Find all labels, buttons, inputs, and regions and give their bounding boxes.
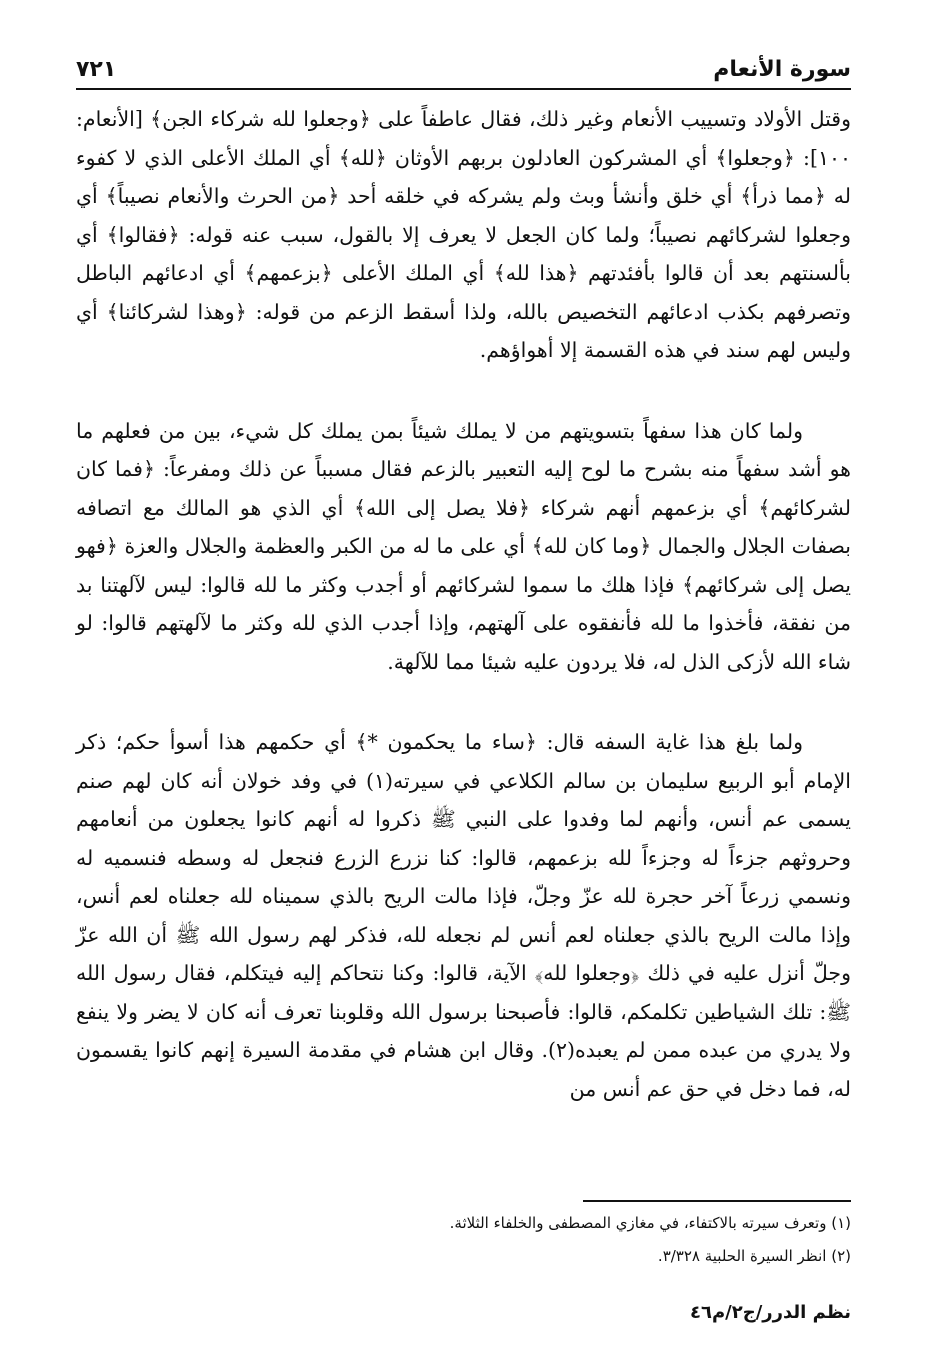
paragraph-1: وقتل الأولاد وتسييب الأنعام وغير ذلك، فقال عاطفاً على ﴿وجعلوا لله شركاء الجن﴾ [الأنعام: ١٠٠]: ﴿وجعلوا﴾ أي المشركون العادلون بربهم الأوثان ﴿لله﴾ أي الملك الأعلى الذي لا كفوء له ﴿مما ذرأ﴾ أي خلق وأنشأ وبث ولم يشركه في خلقه أحد ﴿من الحرث والأنعام نصيباً﴾ أي وجعلوا لشركائهم نصيباً؛ ولما كان الجعل لا يعرف إلا بالقول، سبب عنه قوله: ﴿فقالوا﴾ أي بألسنتهم بعد أن قالوا بأفئدتهم ﴿هذا لله﴾ أي الملك الأعلى ﴿بزعمهم﴾ أي ادعائهم الباطل وتصرفهم بكذب ادعائهم التخصيص بالله، ولذا أسقط الزعم من قوله: ﴿وهذا لشركائنا﴾ أي وليس لهم سند في هذه القسمة إلا أهواؤهم. — [76, 107, 851, 362]
page-number: ٧٢١ — [76, 57, 117, 82]
paragraph-3: ولما بلغ هذا غاية السفه قال: ﴿ساء ما يحكمون *﴾ أي حكمهم هذا أسوأ حكم؛ ذكر الإمام أبو الربيع سليمان بن سالم الكلاعي في سيرته(١) في وفد خولان أنه كان لهم صنم يسمى عم أنس، وأنهم لما وفدوا على النبي ﷺ ذكروا له أنهم كانوا يجعلون من أنعامهم وحروثهم جزءاً له وجزءاً لله بزعمهم، قالوا: كنا نزرع الزرع فنجعل له وسطه فنسميه له ونسمي زرعاً آخر حجرة لله عزّ وجلّ، فإذا مالت الريح بالذي سميناه لله جعلناه لعم أنس، وإذا مالت الريح بالذي جعلناه لعم أنس لم نجعله لله، فذكر لهم رسول الله ﷺ أن الله عزّ وجلّ أنزل عليه في ذلك ﴿وجعلوا لله﴾ الآية، قالوا: وكنا نتحاكم إليه فيتكلم، فقال رسول الله ﷺ: تلك الشياطين تكلمكم، قالوا: فأصبحنا برسول الله وقلوبنا تعرف أنه كان لا يضر ولا ينفع ولا يدري من عبده ممن لم يعبده(٢). وقال ابن هشام في مقدمة السيرة إنهم كانوا يقسمون له، فما دخل في حق عم أنس من — [76, 730, 851, 1101]
paragraph-gap — [76, 370, 851, 412]
volume-signature: نظم الدرر/ج٢/م٤٦ — [689, 1302, 851, 1323]
page-header — [76, 48, 851, 90]
footnote-divider — [583, 1200, 851, 1202]
paragraph-2: ولما كان هذا سفهاً بتسويتهم من لا يملك شيئاً بمن يملك كل شيء، بين من فعلهم ما هو أشد سفهاً منه بشرح ما لوح إليه التعبير بالزعم فقال مسبباً عن ذلك ومفرعاً: ﴿فما كان لشركائهم﴾ أي بزعمهم أنهم شركاء ﴿فلا يصل إلى الله﴾ أي الذي هو المالك مع اتصافه بصفات الجلال والجمال ﴿وما كان لله﴾ أي على ما له من الكبر والعظمة والجلال والعزة ﴿فهو يصل إلى شركائهم﴾ فإذا هلك ما سموا لشركائهم أو أجدب وكثر ما لله قالوا: ليس لآلهتنا بد من نفقة، فأخذوا ما لله فأنفقوه على آلهتهم، وإذا أجدب الذي لله وكثر ما لآلهتهم قالوا: لو شاء الله لأزكى الذل له، فلا يردون عليه شيئا مما للآلهة. — [76, 418, 851, 674]
paragraph-gap — [76, 681, 851, 723]
footnotes — [76, 1207, 851, 1273]
footnote-1: (١) وتعرف سيرته بالاكتفاء، في مغازي المصطفى والخلفاء الثلاثة. — [449, 1214, 851, 1232]
footnote-2: (٢) انظر السيرة الحلبية ٣/٣٢٨. — [657, 1247, 851, 1265]
main-text — [76, 100, 851, 1108]
surah-title: سورة الأنعام — [713, 57, 851, 82]
